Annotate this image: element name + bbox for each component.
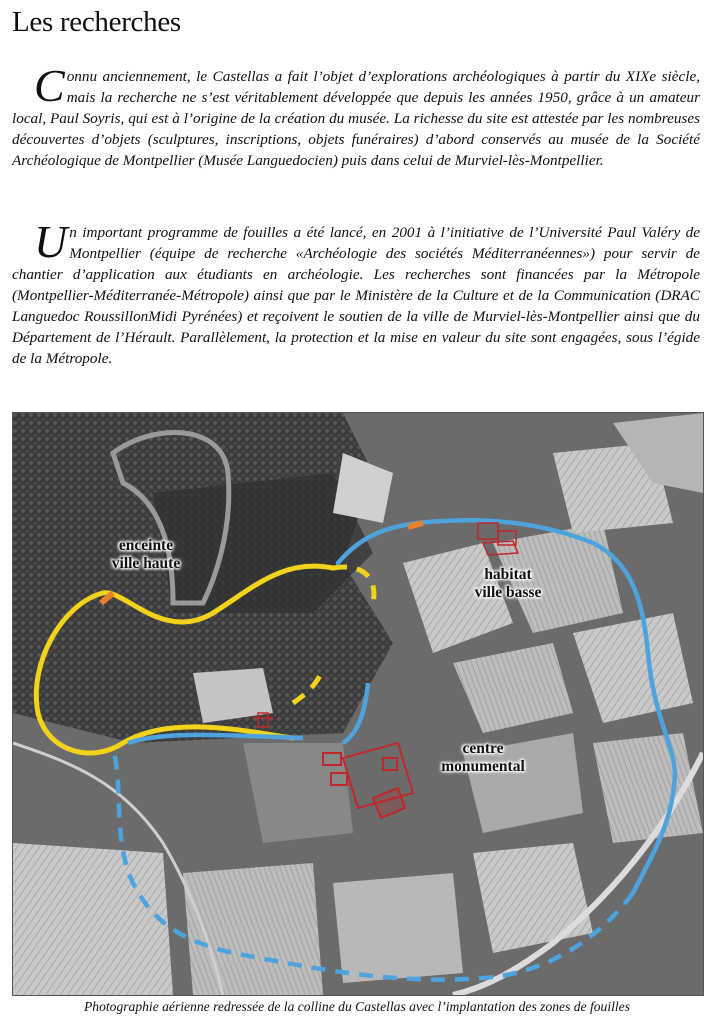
aerial-map <box>13 413 703 995</box>
paragraph-text: onnu anciennement, le Castellas a fait l’objet d’explorations archéologiques à partir du XIXe siècle, mais la recherche ne s’est véritablement développée que depuis les années 1950, grâce à un amateur local, Paul Soyris, qui est à l’origine de la création du musée. La richesse du site est attestée par les nombreuses découvertes d’objets (sculptures, inscriptions, objets funéraires) d’abord conservés au musée de la Société Archéologique de Montpellier (Musée Languedocien) puis dans celui de Murviel-lès-Montpellier. <box>12 68 700 169</box>
label-upper-enclosure <box>91 537 201 573</box>
paragraph-excavation-program <box>12 216 700 369</box>
label-line: centre <box>462 740 504 757</box>
label-line: ville basse <box>474 584 542 601</box>
label-line: monumental <box>441 758 525 775</box>
paragraph-text: n important programme de fouilles a été lancé, en 2001 à l’initiative de l’Université Paul Valéry de Montpellier (équipe de recherche «Archéologie des sociétés Méditerranéennes») pour servir de chantier d’application aux étudiants en archéologie. Les recherches sont financées par la Métropole (Montpellier-Méditerranée-Métropole) ainsi que par le Ministère de la Culture et de la Communication (DRAC Languedoc RoussillonMidi Pyrénées) et reçoivent le soutien de la ville de Murviel-lès-Montpellier ainsi que du Département de l’Hérault. Parallèlement, la protection et la mise en valeur du site sont engagées, sous l’égide de la Métropole. <box>12 224 700 367</box>
field <box>333 873 463 983</box>
paragraph-history <box>12 60 700 171</box>
label-line: ville haute <box>111 555 181 572</box>
dropcap: U <box>34 216 68 267</box>
label-lower-habitat <box>453 566 563 602</box>
label-line: enceinte <box>118 537 174 554</box>
label-line: habitat <box>484 566 532 583</box>
field <box>473 843 593 953</box>
page-title: Les recherches <box>12 6 181 38</box>
dropcap: C <box>34 60 65 111</box>
field <box>13 843 173 995</box>
aerial-photo <box>12 412 704 996</box>
gate-marker <box>408 523 423 527</box>
label-monumental-center <box>423 740 543 776</box>
photo-caption: Photographie aérienne redressée de la colline du Castellas avec l’implantation des zones de fouilles <box>83 999 631 1014</box>
